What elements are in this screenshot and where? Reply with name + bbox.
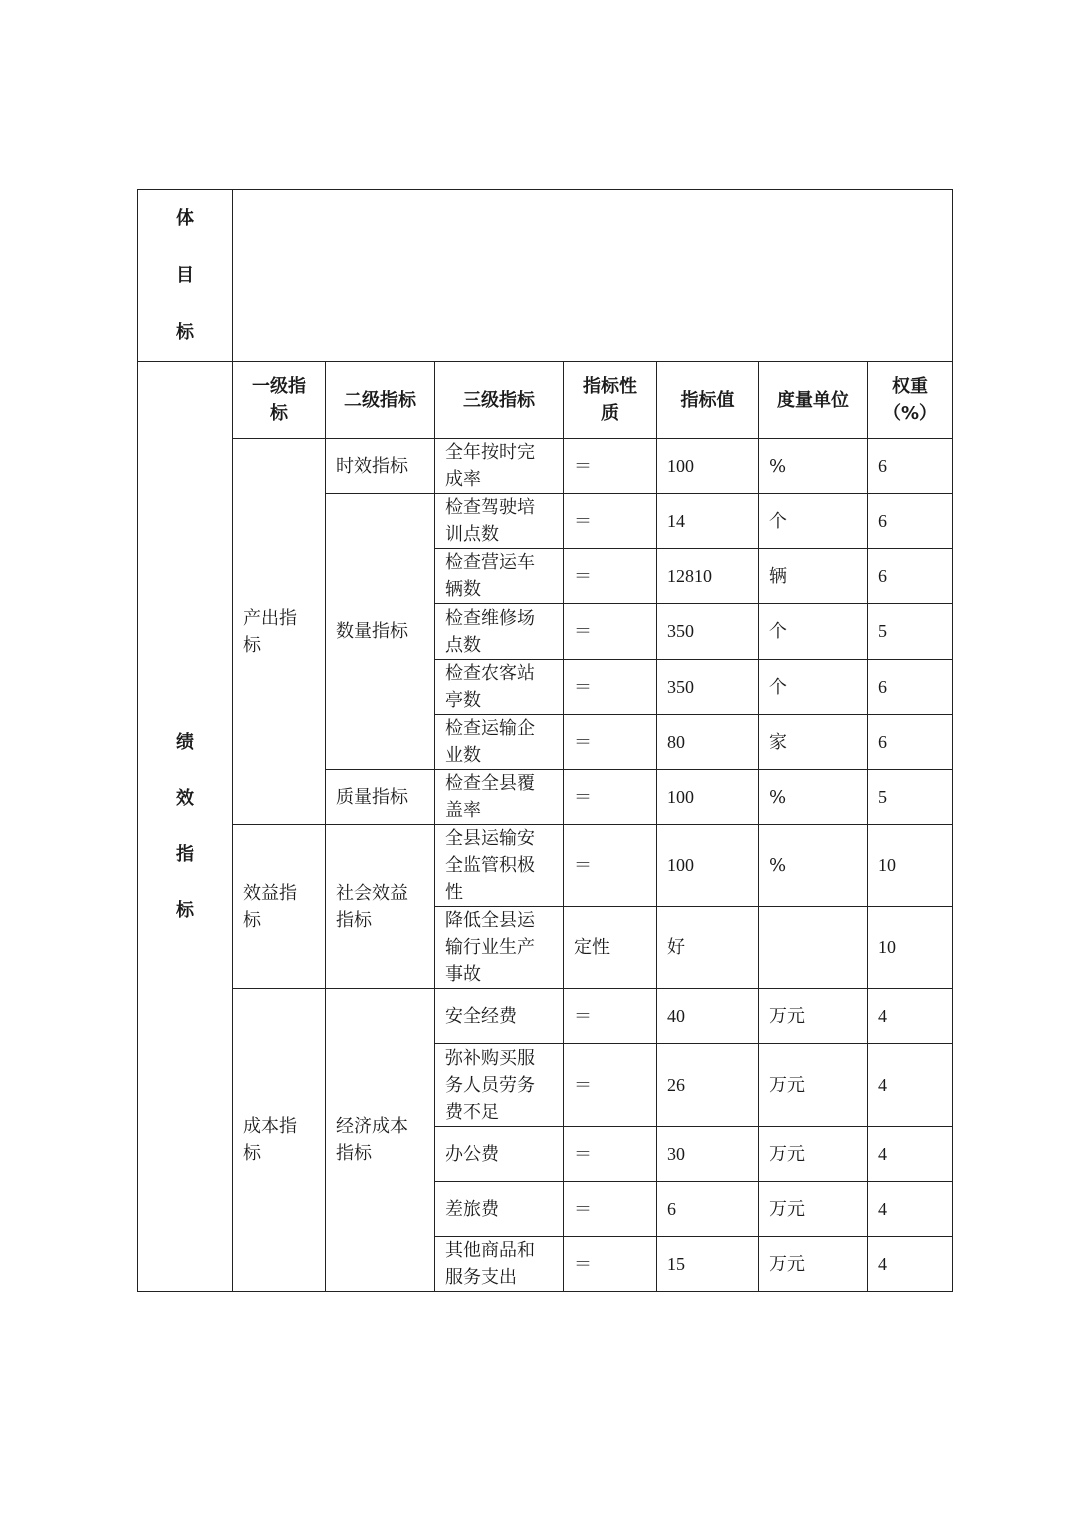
header-nature: 指标性 质	[564, 362, 657, 439]
weight-cell: 4	[868, 989, 953, 1044]
performance-indicator-label-char: 效	[176, 787, 194, 809]
nature-cell: ＝	[564, 989, 657, 1044]
value-cell: 30	[657, 1127, 759, 1182]
indicator-row	[138, 989, 953, 1044]
value-cell: 14	[657, 494, 759, 549]
unit-cell	[759, 907, 868, 989]
level3-cell: 降低全县运 输行业生产 事故	[435, 907, 564, 989]
level3-cell: 办公费	[435, 1127, 564, 1182]
nature-cell: ＝	[564, 494, 657, 549]
header-value: 指标值	[657, 362, 759, 439]
performance-indicator-label	[138, 362, 233, 1292]
level3-cell: 全县运输安 全监管积极 性	[435, 825, 564, 907]
unit-cell: 个	[759, 660, 868, 715]
overall-goal-label-char: 目	[176, 265, 194, 286]
unit-cell: 辆	[759, 549, 868, 604]
unit-cell: %	[759, 825, 868, 907]
level3-cell: 安全经费	[435, 989, 564, 1044]
nature-cell: ＝	[564, 660, 657, 715]
value-cell: 100	[657, 770, 759, 825]
overall-goal-label-char: 标	[176, 322, 194, 343]
unit-cell: 万元	[759, 1044, 868, 1127]
unit-cell: 个	[759, 494, 868, 549]
nature-cell: ＝	[564, 715, 657, 770]
weight-cell: 4	[868, 1182, 953, 1237]
level3-cell: 检查运输企 业数	[435, 715, 564, 770]
weight-cell: 10	[868, 825, 953, 907]
overall-goal-label-char: 体	[176, 208, 194, 229]
performance-table	[137, 189, 953, 1292]
weight-cell: 5	[868, 604, 953, 660]
header-unit: 度量单位	[759, 362, 868, 439]
weight-cell: 6	[868, 439, 953, 494]
unit-cell: %	[759, 439, 868, 494]
value-cell: 350	[657, 604, 759, 660]
weight-cell: 4	[868, 1237, 953, 1292]
header-weight: 权重 （%）	[868, 362, 953, 439]
nature-cell: ＝	[564, 770, 657, 825]
level3-cell: 检查营运车 辆数	[435, 549, 564, 604]
level1-cell: 效益指 标	[233, 825, 326, 989]
level2-cell: 质量指标	[326, 770, 435, 825]
nature-cell: ＝	[564, 1127, 657, 1182]
header-level3: 三级指标	[435, 362, 564, 439]
level2-cell: 数量指标	[326, 494, 435, 770]
overall-goal-content	[233, 190, 953, 362]
header-row	[138, 362, 953, 439]
level3-cell: 其他商品和 服务支出	[435, 1237, 564, 1292]
performance-indicator-label-char: 绩	[176, 731, 194, 753]
value-cell: 好	[657, 907, 759, 989]
nature-cell: ＝	[564, 604, 657, 660]
value-cell: 6	[657, 1182, 759, 1237]
level2-cell: 社会效益 指标	[326, 825, 435, 989]
level3-cell: 检查农客站 亭数	[435, 660, 564, 715]
nature-cell: 定性	[564, 907, 657, 989]
value-cell: 80	[657, 715, 759, 770]
weight-cell: 6	[868, 715, 953, 770]
level3-cell: 差旅费	[435, 1182, 564, 1237]
performance-indicator-label-char: 标	[176, 899, 194, 921]
level3-cell: 全年按时完 成率	[435, 439, 564, 494]
level3-cell: 弥补购买服 务人员劳务 费不足	[435, 1044, 564, 1127]
indicator-row	[138, 825, 953, 907]
nature-cell: ＝	[564, 1044, 657, 1127]
weight-cell: 10	[868, 907, 953, 989]
unit-cell: 万元	[759, 1127, 868, 1182]
performance-indicator-label-char: 指	[176, 843, 194, 865]
weight-cell: 6	[868, 660, 953, 715]
indicator-row	[138, 439, 953, 494]
level2-cell: 经济成本 指标	[326, 989, 435, 1292]
nature-cell: ＝	[564, 1182, 657, 1237]
unit-cell: %	[759, 770, 868, 825]
level3-cell: 检查全县覆 盖率	[435, 770, 564, 825]
unit-cell: 家	[759, 715, 868, 770]
unit-cell: 万元	[759, 989, 868, 1044]
nature-cell: ＝	[564, 825, 657, 907]
value-cell: 100	[657, 439, 759, 494]
weight-cell: 4	[868, 1127, 953, 1182]
level3-cell: 检查维修场 点数	[435, 604, 564, 660]
level1-cell: 成本指 标	[233, 989, 326, 1292]
unit-cell: 万元	[759, 1182, 868, 1237]
weight-cell: 6	[868, 494, 953, 549]
header-level2: 二级指标	[326, 362, 435, 439]
value-cell: 350	[657, 660, 759, 715]
unit-cell: 个	[759, 604, 868, 660]
unit-cell: 万元	[759, 1237, 868, 1292]
value-cell: 40	[657, 989, 759, 1044]
value-cell: 12810	[657, 549, 759, 604]
header-level1: 一级指 标	[233, 362, 326, 439]
overall-goal-label	[138, 190, 233, 362]
weight-cell: 4	[868, 1044, 953, 1127]
level2-cell: 时效指标	[326, 439, 435, 494]
weight-cell: 5	[868, 770, 953, 825]
value-cell: 100	[657, 825, 759, 907]
level1-cell: 产出指 标	[233, 439, 326, 825]
value-cell: 15	[657, 1237, 759, 1292]
nature-cell: ＝	[564, 1237, 657, 1292]
nature-cell: ＝	[564, 549, 657, 604]
weight-cell: 6	[868, 549, 953, 604]
value-cell: 26	[657, 1044, 759, 1127]
overall-goal-row	[138, 190, 953, 362]
level3-cell: 检查驾驶培 训点数	[435, 494, 564, 549]
nature-cell: ＝	[564, 439, 657, 494]
